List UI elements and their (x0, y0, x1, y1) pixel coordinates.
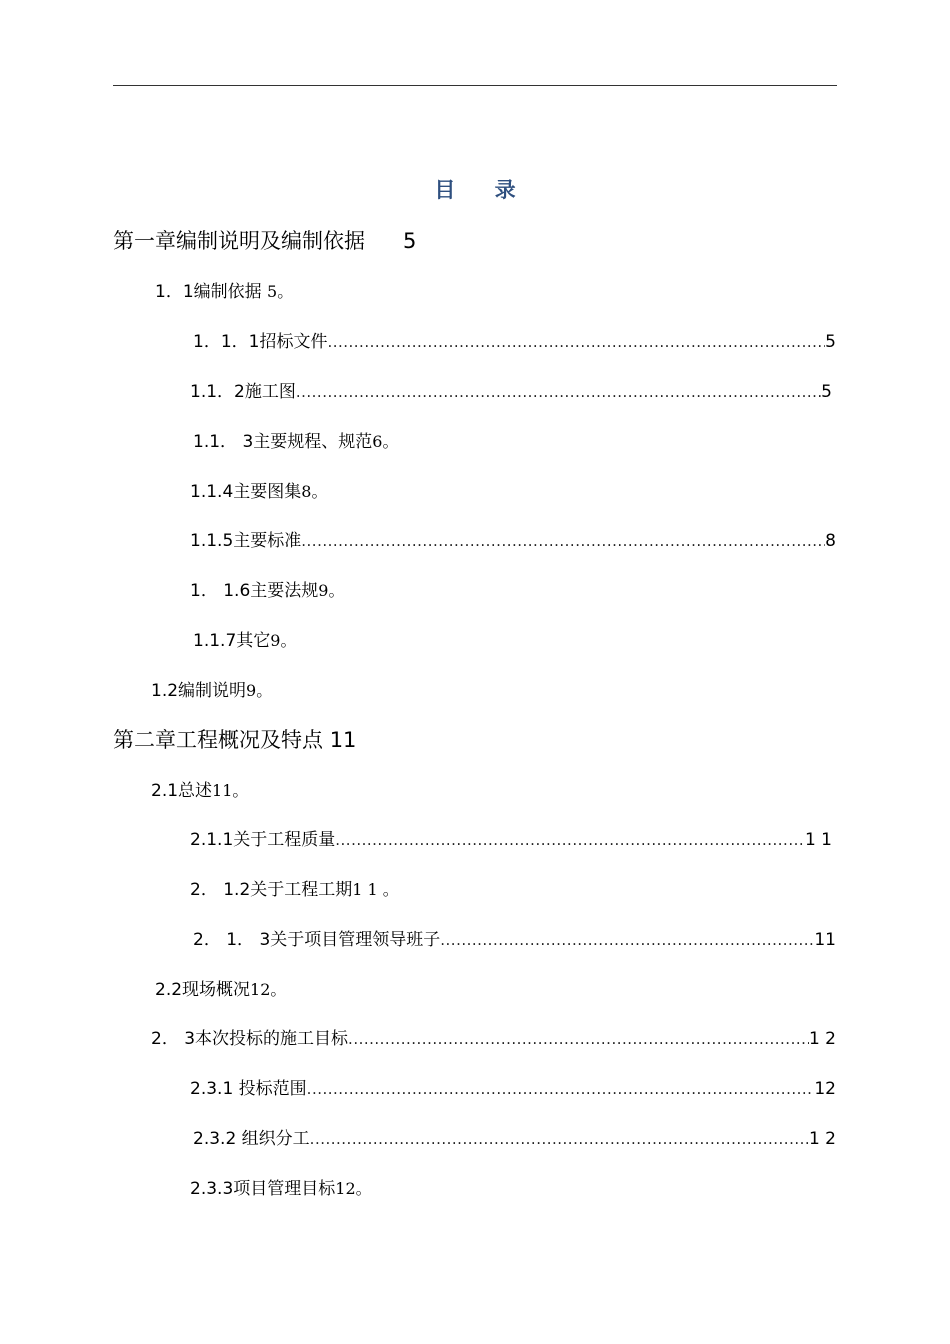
toc-page: 1 1 。 (352, 880, 399, 899)
toc-page: 5 (403, 229, 417, 253)
toc-page: 11 (329, 728, 357, 752)
toc-label: 2.1总述 (151, 781, 213, 801)
toc-entry-1-1-6[interactable] (190, 579, 344, 603)
toc-label: 2.2现场概况 (155, 980, 251, 1000)
toc-page: 8。 (301, 482, 328, 501)
toc-entry-chapter-2[interactable] (113, 728, 356, 752)
toc-label: 1.1． 3主要规程、规范 (193, 432, 373, 452)
toc-label: 2.3.3项目管理目标 (190, 1179, 336, 1199)
toc-page: 12。 (335, 1179, 372, 1198)
toc-entry-1-1-3[interactable] (193, 430, 398, 454)
dot-leader (310, 1127, 809, 1151)
toc-label: 1.2编制说明 (151, 681, 247, 701)
toc-page: 1 2 (808, 1029, 836, 1049)
toc-label: 2.1.1关于工程质量 (190, 830, 336, 850)
toc-entry-2-1-3[interactable] (193, 928, 836, 952)
toc-page: 12 (814, 1079, 836, 1099)
toc-label: 1． 1.6主要法规 (190, 581, 319, 601)
toc-entry-chapter-1[interactable] (113, 229, 416, 253)
toc-entry-2-3-2[interactable] (193, 1127, 836, 1151)
header-rule (113, 85, 837, 86)
toc-entry-2-3-1[interactable] (190, 1077, 836, 1101)
dot-leader (348, 1027, 809, 1051)
dot-leader (301, 529, 825, 553)
toc-page: 6。 (372, 432, 399, 451)
toc-page: 9。 (270, 631, 297, 650)
toc-title: 目 录 (434, 178, 532, 202)
toc-label: 2． 1． 3关于项目管理领导班子 (193, 930, 441, 950)
dot-leader (327, 330, 825, 354)
toc-label: 1.1.5主要标准 (190, 531, 302, 551)
toc-entry-1-1-1[interactable] (193, 330, 836, 354)
toc-entry-2-2[interactable] (155, 978, 286, 1002)
toc-entry-2-1-1[interactable] (190, 828, 832, 852)
toc-entry-2-3-3[interactable] (190, 1177, 372, 1201)
toc-label: 1.1．2施工图 (190, 382, 296, 402)
toc-page: 1 1 (804, 830, 832, 850)
dot-leader (307, 1077, 815, 1101)
dot-leader (440, 928, 814, 952)
toc-label: 1．1．1招标文件 (193, 332, 328, 352)
toc-page: 11 (814, 930, 836, 950)
toc-entry-1-2[interactable] (151, 679, 272, 703)
toc-entry-2-1-2[interactable] (190, 878, 399, 902)
toc-label: 第一章编制说明及编制依据 (113, 229, 365, 253)
toc-page: 5 (821, 382, 832, 402)
toc-entry-1-1-2[interactable] (190, 380, 832, 404)
toc-label: 2.3.2 组织分工 (193, 1129, 310, 1149)
toc-page: 9。 (246, 681, 273, 700)
toc-label: 2． 3本次投标的施工目标 (151, 1029, 349, 1049)
dot-leader (296, 380, 821, 404)
toc-page: 12。 (250, 980, 287, 999)
toc-label: 1.1.4主要图集 (190, 482, 302, 502)
toc-page: 9。 (318, 581, 345, 600)
toc-entry-1-1-4[interactable] (190, 480, 327, 504)
toc-page: 5。 (267, 282, 294, 301)
toc-page: 11。 (212, 781, 249, 800)
toc-label: 第二章工程概况及特点 (113, 728, 323, 752)
dot-leader (335, 828, 805, 852)
toc-entry-1-1-7[interactable] (193, 629, 296, 653)
toc-label: 1．1编制依据 (155, 282, 262, 302)
toc-entry-2-1[interactable] (151, 779, 248, 803)
toc-entry-1-1[interactable] (155, 280, 293, 304)
toc-label: 2.3.1 投标范围 (190, 1079, 307, 1099)
toc-label: 1.1.7其它 (193, 631, 271, 651)
toc-label: 2． 1.2关于工程工期 (190, 880, 353, 900)
toc-entry-2-3[interactable] (151, 1027, 836, 1051)
toc-page: 1 2 (808, 1129, 836, 1149)
toc-entry-1-1-5[interactable] (190, 529, 836, 553)
toc-page: 8 (825, 531, 836, 551)
toc-page: 5 (825, 332, 836, 352)
